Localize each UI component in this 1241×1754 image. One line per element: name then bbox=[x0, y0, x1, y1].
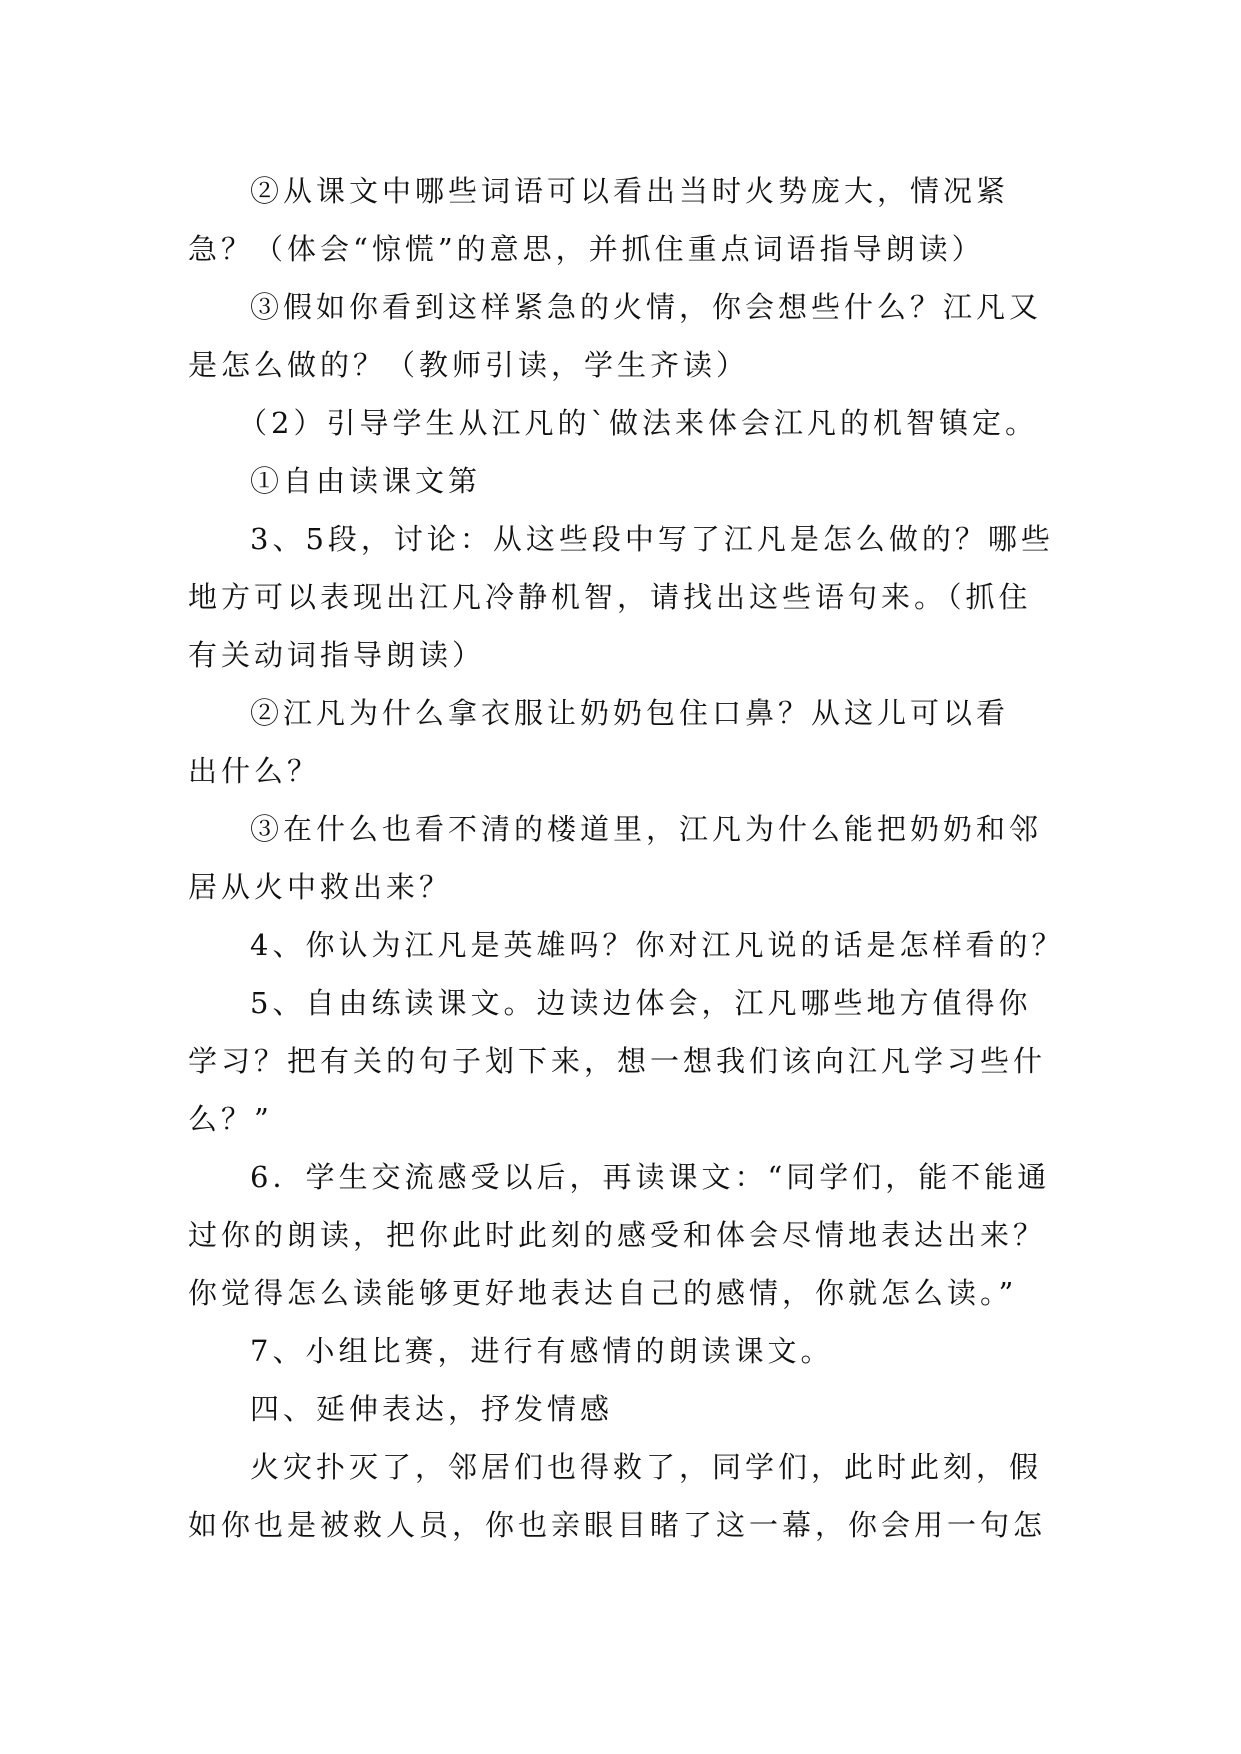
text-line: ③假如你看到这样紧急的火情，你会想些什么？江凡又 bbox=[250, 290, 1043, 324]
paragraph-item-4 bbox=[188, 916, 1065, 974]
paragraph-item-7 bbox=[188, 1322, 1058, 1380]
text-line: 有关动词指导朗读） bbox=[188, 638, 486, 672]
text-line: 如你也是被救人员，你也亲眼目睹了这一幕，你会用一句怎 bbox=[188, 1508, 1047, 1542]
paragraph-fire-extinguished bbox=[188, 1438, 1058, 1554]
text-line: 么？” bbox=[188, 1102, 273, 1136]
text-line: 4、你认为江凡是英雄吗？你对江凡说的话是怎样看的？ bbox=[250, 928, 1065, 962]
text-line: 5、自由练读课文。边读边体会，江凡哪些地方值得你 bbox=[250, 986, 1032, 1020]
text-line: 过你的朗读，把你此时此刻的感受和体会尽情地表达出来？ bbox=[188, 1218, 1047, 1252]
text-line: 出什么？ bbox=[188, 754, 321, 788]
text-line: ③在什么也看不清的楼道里，江凡为什么能把奶奶和邻 bbox=[250, 812, 1043, 846]
paragraph-item-6 bbox=[188, 1148, 1058, 1322]
text-line: 3、5段，讨论：从这些段中写了江凡是怎么做的？哪些 bbox=[250, 522, 1054, 556]
text-line: ①自由读课文第 bbox=[250, 464, 482, 498]
text-line: 6．学生交流感受以后，再读课文：“同学们，能不能通 bbox=[250, 1160, 1051, 1194]
text-line: 居从火中救出来？ bbox=[188, 870, 453, 904]
text-line: 学习？把有关的句子划下来，想一想我们该向江凡学习些什 bbox=[188, 1044, 1047, 1078]
text-line: 火灾扑灭了，邻居们也得救了，同学们，此时此刻，假 bbox=[250, 1450, 1043, 1484]
paragraph-question-what-would-you-think bbox=[188, 278, 1058, 394]
paragraph-item-5 bbox=[188, 974, 1058, 1148]
paragraph-discussion bbox=[188, 510, 1058, 684]
paragraph-guide-students bbox=[188, 394, 1058, 452]
text-line: 地方可以表现出江凡冷静机智，请找出这些语句来。（抓住 bbox=[188, 580, 1032, 614]
paragraph-question-fire-words bbox=[188, 162, 1058, 278]
text-line: 四、延伸表达，抒发情感 bbox=[250, 1392, 614, 1426]
text-line: （2）引导学生从江凡的`做法来体会江凡的机智镇定。 bbox=[238, 406, 1038, 440]
paragraph-question-stairwell bbox=[188, 800, 1058, 916]
text-line: ②从课文中哪些词语可以看出当时火势庞大，情况紧 bbox=[250, 174, 1010, 208]
text-line: 是怎么做的？（教师引读，学生齐读） bbox=[188, 348, 750, 382]
paragraph-question-clothes bbox=[188, 684, 1058, 800]
document-body bbox=[188, 162, 1065, 1554]
paragraph-free-read bbox=[188, 452, 1058, 510]
section-heading-extend bbox=[188, 1380, 1058, 1438]
text-line: 急？（体会“惊慌”的意思，并抓住重点词语指导朗读） bbox=[188, 232, 985, 266]
text-line: 你觉得怎么读能够更好地表达自己的感情，你就怎么读。” bbox=[188, 1276, 1018, 1310]
text-line: 7、小组比赛，进行有感情的朗读课文。 bbox=[250, 1334, 834, 1368]
text-line: ②江凡为什么拿衣服让奶奶包住口鼻？从这儿可以看 bbox=[250, 696, 1010, 730]
